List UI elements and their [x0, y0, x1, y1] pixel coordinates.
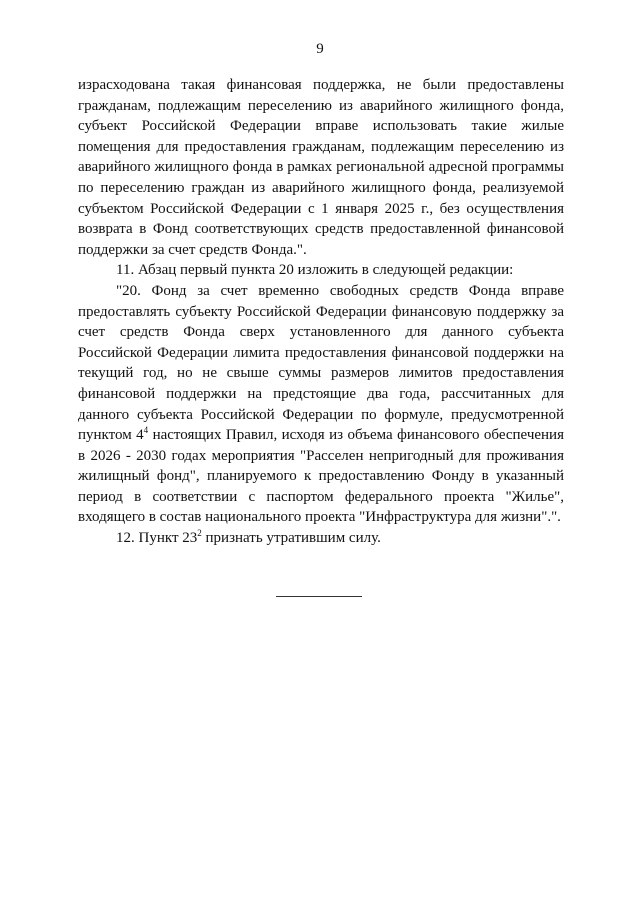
item-20-superscript: 4	[143, 425, 149, 436]
item-12-paragraph	[78, 528, 564, 549]
document-body	[78, 75, 564, 549]
item-20-paragraph	[78, 281, 564, 528]
item-20-text-end: настоящих Правил, исходя из объема финансового обеспечения в 2026 - 2030 годах мероприятия "Расселен непригодный для проживания жилищный фонд", планируемого к предоставлению Фонду в указанный период в соответствии с паспортом федерального проекта "Жилье", входящего в состав национального проекта "Инфраструктура для жизни".".	[78, 427, 564, 526]
end-separator-line	[276, 596, 362, 597]
page-number: 9	[316, 41, 324, 57]
item-12-superscript: 2	[197, 528, 202, 539]
item-20-text-start: "20. Фонд за счет временно свободных средств Фонда вправе предоставлять субъекту Российской Федерации финансовую поддержку за счет средств Фонда сверх установленного для данного субъекта Российской Федерации лимита предоставления финансовой поддержки на текущий год, но не свыше суммы размеров лимитов предоставления финансовой поддержки на предстоящие два года, рассчитанных для данного субъекта Российской Федерации по формуле, предусмотренной пунктом 4	[78, 282, 564, 444]
continued-paragraph: израсходована такая финансовая поддержка, не были предоставлены гражданам, подлежащим переселению из аварийного жилищного фонда, субъект Российской Федерации вправе использовать такие жилые помещения для предоставления гражданам, подлежащим переселению из аварийного жилищного фонда в рамках региональной адресной программы по переселению граждан из аварийного жилищного фонда, реализуемой субъектом Российской Федерации с 1 января 2025 г., без осуществления возврата в Фонд соответствующих средств предоставленной финансовой поддержки за счет средств Фонда.".	[78, 77, 564, 258]
item-12-text-start: 12. Пункт 23	[116, 530, 198, 547]
item-11-paragraph: 11. Абзац первый пункта 20 изложить в следующей редакции:	[116, 262, 514, 279]
item-12-text-end: признать утратившим силу.	[201, 530, 381, 547]
